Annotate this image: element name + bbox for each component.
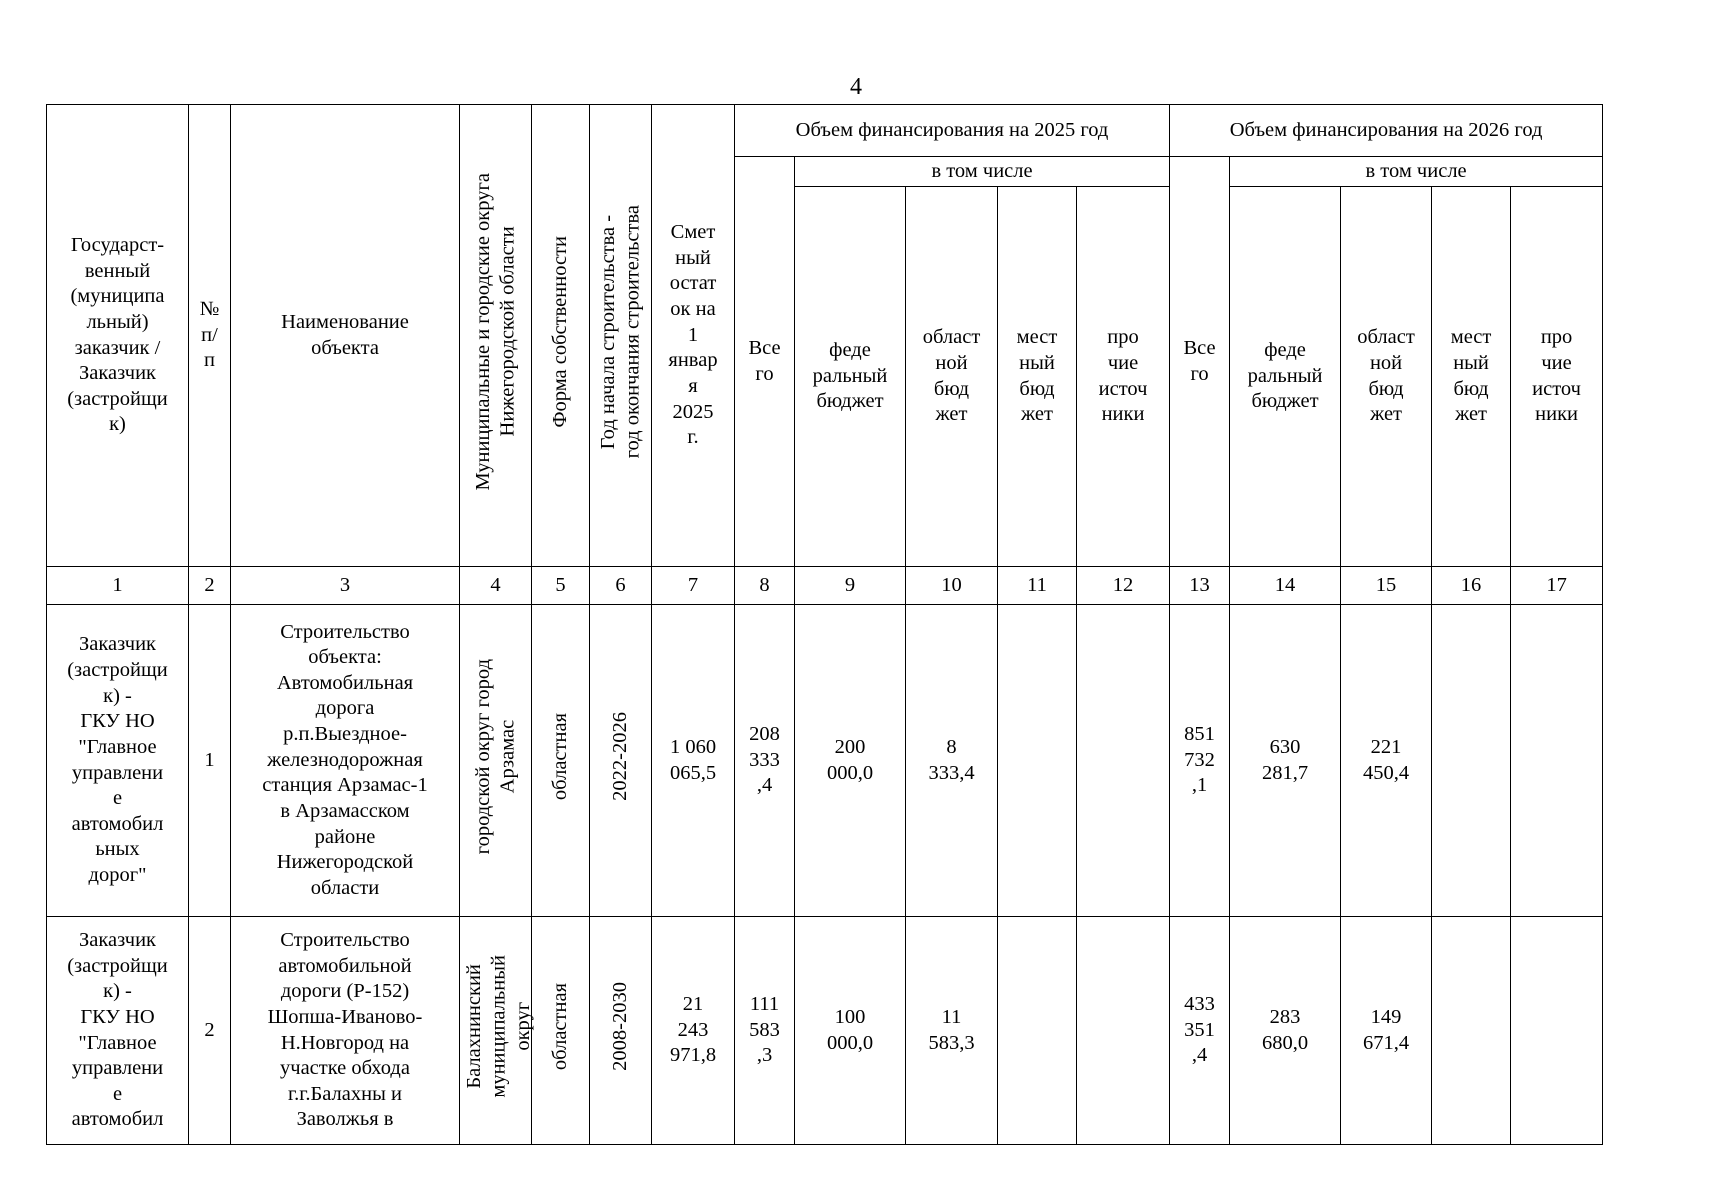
header-municipality — [460, 105, 532, 567]
column-number: 10 — [906, 567, 998, 605]
header-regional-2025: област ной бюд жет — [906, 187, 998, 567]
header-including-2025: в том числе — [795, 157, 1170, 187]
local-2026-cell — [1432, 605, 1511, 917]
other-2026-cell — [1511, 605, 1603, 917]
municipality-text: городской округ город Арзамас — [471, 659, 519, 855]
header-total-2025: Все го — [735, 157, 795, 567]
ownership-text: областная — [549, 713, 572, 801]
column-number: 9 — [795, 567, 906, 605]
construction-years-text: 2022-2026 — [609, 712, 632, 802]
column-number: 4 — [460, 567, 532, 605]
municipality-cell — [460, 917, 535, 1145]
total-2026-cell: 851 732 ,1 — [1170, 605, 1230, 917]
header-federal-2026: феде ральный бюджет — [1230, 187, 1341, 567]
header-other-2026: про чие источ ники — [1511, 187, 1603, 567]
header-funding-2025: Объем финансирования на 2025 год — [735, 105, 1170, 157]
column-numbers-row — [47, 567, 1603, 605]
column-number: 6 — [590, 567, 652, 605]
header-funding-2026: Объем финансирования на 2026 год — [1170, 105, 1603, 157]
header-total-2026: Все го — [1170, 157, 1230, 567]
municipality-cell — [460, 605, 532, 917]
row-number-cell: 2 — [189, 917, 231, 1145]
column-number: 17 — [1511, 567, 1603, 605]
column-number: 12 — [1077, 567, 1170, 605]
column-number: 15 — [1341, 567, 1432, 605]
federal-2025-cell: 200 000,0 — [795, 605, 906, 917]
ownership-cell — [532, 605, 590, 917]
column-number: 8 — [735, 567, 795, 605]
construction-years-cell — [590, 917, 652, 1145]
header-municipality-text: Муниципальные и городские округа Нижегородской области — [471, 172, 519, 491]
federal-2026-cell: 283 680,0 — [1230, 917, 1341, 1145]
ownership-cell — [532, 917, 590, 1145]
municipality-text: Балахнинский муниципальный округ — [463, 955, 535, 1099]
construction-years-cell — [590, 605, 652, 917]
header-estimate-balance: Смет ный остат ок на 1 январ я 2025 г. — [652, 105, 735, 567]
header-regional-2026: област ной бюд жет — [1341, 187, 1432, 567]
customer-cell: Заказчик (застройщи к) - ГКУ НО "Главное управлени е автомобил ьных дорог" — [47, 605, 189, 917]
estimate-balance-cell: 1 060 065,5 — [652, 605, 735, 917]
estimate-balance-cell: 21 243 971,8 — [652, 917, 735, 1145]
customer-cell: Заказчик (застройщи к) - ГКУ НО "Главное управлени е автомобил — [47, 917, 189, 1145]
investment-table — [46, 104, 1603, 1145]
total-2025-cell: 111 583 ,3 — [735, 917, 795, 1145]
table-row — [47, 917, 1603, 1145]
column-number: 16 — [1432, 567, 1511, 605]
total-2025-cell: 208 333 ,4 — [735, 605, 795, 917]
object-name-cell: Строительство автомобильной дороги (Р-152) Шопша-Иваново- Н.Новгород на участке обхода г.г.Балахны и Заволжья в — [231, 917, 460, 1145]
header-other-2025: про чие источ ники — [1077, 187, 1170, 567]
column-number: 11 — [998, 567, 1077, 605]
local-2025-cell — [998, 605, 1077, 917]
column-number: 13 — [1170, 567, 1230, 605]
column-number: 14 — [1230, 567, 1341, 605]
header-object-name: Наименование объекта — [231, 105, 460, 567]
table-row — [47, 605, 1603, 917]
header-ownership — [532, 105, 590, 567]
column-number: 3 — [231, 567, 460, 605]
column-number: 7 — [652, 567, 735, 605]
regional-2025-cell: 8 333,4 — [906, 605, 998, 917]
header-customer: Государст- венный (муниципа льный) заказчик / Заказчик (застройщи к) — [47, 105, 189, 567]
federal-2026-cell: 630 281,7 — [1230, 605, 1341, 917]
local-2025-cell — [998, 917, 1077, 1145]
column-number: 2 — [189, 567, 231, 605]
header-row-1 — [47, 105, 1603, 157]
page-number: 4 — [850, 74, 862, 100]
construction-years-text: 2008-2030 — [609, 982, 632, 1072]
ownership-text: областная — [549, 983, 572, 1071]
header-construction-years — [590, 105, 652, 567]
other-2025-cell — [1077, 605, 1170, 917]
object-name-cell: Строительство объекта: Автомобильная дорога р.п.Выездное- железнодорожная станция Арзамас-1 в Арзамасском районе Нижегородской области — [231, 605, 460, 917]
header-federal-2025: феде ральный бюджет — [795, 187, 906, 567]
total-2026-cell: 433 351 ,4 — [1170, 917, 1230, 1145]
regional-2026-cell: 149 671,4 — [1341, 917, 1432, 1145]
federal-2025-cell: 100 000,0 — [795, 917, 906, 1145]
header-local-2025: мест ный бюд жет — [998, 187, 1077, 567]
header-ownership-text: Форма собственности — [549, 235, 572, 428]
local-2026-cell — [1432, 917, 1511, 1145]
other-2026-cell — [1511, 917, 1603, 1145]
column-number: 1 — [47, 567, 189, 605]
header-including-2026: в том числе — [1230, 157, 1603, 187]
header-construction-years-text: Год начала строительства - год окончания строительства — [596, 204, 644, 459]
regional-2026-cell: 221 450,4 — [1341, 605, 1432, 917]
header-local-2026: мест ный бюд жет — [1432, 187, 1511, 567]
other-2025-cell — [1077, 917, 1170, 1145]
column-number: 5 — [532, 567, 590, 605]
regional-2025-cell: 11 583,3 — [906, 917, 998, 1145]
row-number-cell: 1 — [189, 605, 231, 917]
header-number: № п/ п — [189, 105, 231, 567]
